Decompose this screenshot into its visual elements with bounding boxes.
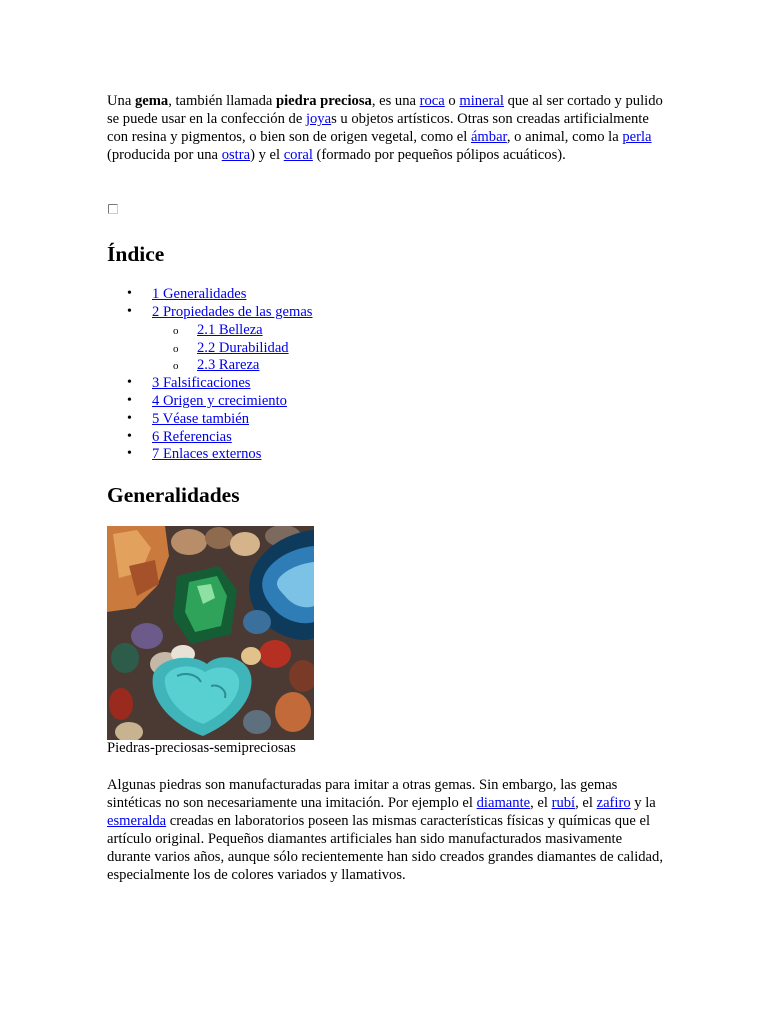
text: (formado por pequeños pólipos acuáticos). — [312, 147, 566, 163]
toc-heading: Índice — [107, 242, 165, 266]
toc-link-falsificaciones[interactable]: 3 Falsificaciones — [152, 375, 251, 392]
text: s u objetos artísticos. Otras son creadas artificialmente con resina y pigmentos, o bien son de origen vegetal, como el — [107, 111, 649, 145]
toc-sublist — [152, 321, 313, 374]
toc-link-durabilidad[interactable]: 2.2 Durabilidad — [197, 339, 289, 356]
link-roca[interactable]: roca — [419, 93, 445, 109]
text: , o animal, como la — [506, 129, 623, 145]
term-gema: gema — [134, 93, 169, 109]
toc-link-rareza[interactable]: 2.3 Rareza — [197, 357, 260, 374]
term-piedra-preciosa: piedra preciosa — [276, 93, 372, 109]
text: Algunas piedras son manufacturadas para imitar a otras gemas. Sin embargo, las gemas sintéticas no son necesariamente una imitación. Por ejemplo el — [107, 777, 618, 811]
text: y la — [630, 795, 656, 811]
toc-link-generalidades[interactable]: 1 Generalidades — [152, 286, 247, 302]
link-rubi[interactable]: rubí — [551, 795, 576, 811]
toc-link-belleza[interactable]: 2.1 Belleza — [197, 321, 263, 338]
text: , el — [530, 795, 552, 811]
intro-paragraph — [107, 92, 667, 164]
toc-item — [107, 303, 313, 374]
generalidades-paragraph — [107, 776, 667, 884]
toc-link-referencias[interactable]: 6 Referencias — [152, 428, 232, 445]
link-esmeralda[interactable]: esmeralda — [107, 813, 167, 829]
toc-subitem — [152, 339, 313, 357]
toc-item — [107, 428, 313, 446]
text: que al ser cortado y pulido se puede usar en la confección de — [107, 93, 663, 127]
link-coral[interactable]: coral — [283, 147, 313, 163]
toc-item — [107, 374, 313, 392]
toc-link-origen[interactable]: 4 Origen y crecimiento — [152, 392, 287, 409]
link-joya[interactable]: joya — [305, 111, 332, 127]
table-of-contents — [107, 285, 313, 463]
broken-image-icon — [108, 204, 118, 214]
text: o — [444, 93, 460, 109]
text: (producida por una — [107, 147, 222, 163]
link-zafiro[interactable]: zafiro — [596, 795, 631, 811]
image-caption: Piedras-preciosas-semipreciosas — [107, 740, 296, 756]
toc-item — [107, 410, 313, 428]
toc-item — [107, 392, 313, 410]
text: , también llamada — [168, 93, 276, 109]
link-diamante[interactable]: diamante — [476, 795, 531, 811]
section-heading: Generalidades — [107, 483, 240, 507]
toc-link-propiedades[interactable]: 2 Propiedades de las gemas — [152, 303, 313, 320]
text: ) y el — [250, 147, 284, 163]
link-ambar[interactable]: ámbar — [470, 129, 507, 145]
link-mineral[interactable]: mineral — [459, 93, 504, 109]
link-ostra[interactable]: ostra — [221, 147, 251, 163]
text: Una — [107, 93, 135, 109]
toc-link-vease[interactable]: 5 Véase también — [152, 410, 249, 427]
link-perla[interactable]: perla — [622, 129, 652, 145]
text: , el — [575, 795, 597, 811]
text: , es una — [371, 93, 420, 109]
toc-item — [107, 285, 313, 303]
gemstones-photo — [107, 526, 314, 740]
text: creadas en laboratorios poseen las mismas características físicas y químicas que el artículo original. Pequeños diamantes artificiales han sido manufacturados masivamente durante varios años, aunque sólo recientemente han sido creados grandes diamantes de calidad, especialmente los de colores variados y llamativos. — [107, 813, 663, 883]
toc-subitem — [152, 321, 313, 339]
toc-link-enlaces[interactable]: 7 Enlaces externos — [152, 446, 262, 463]
toc-item — [107, 445, 313, 463]
toc-subitem — [152, 356, 313, 374]
